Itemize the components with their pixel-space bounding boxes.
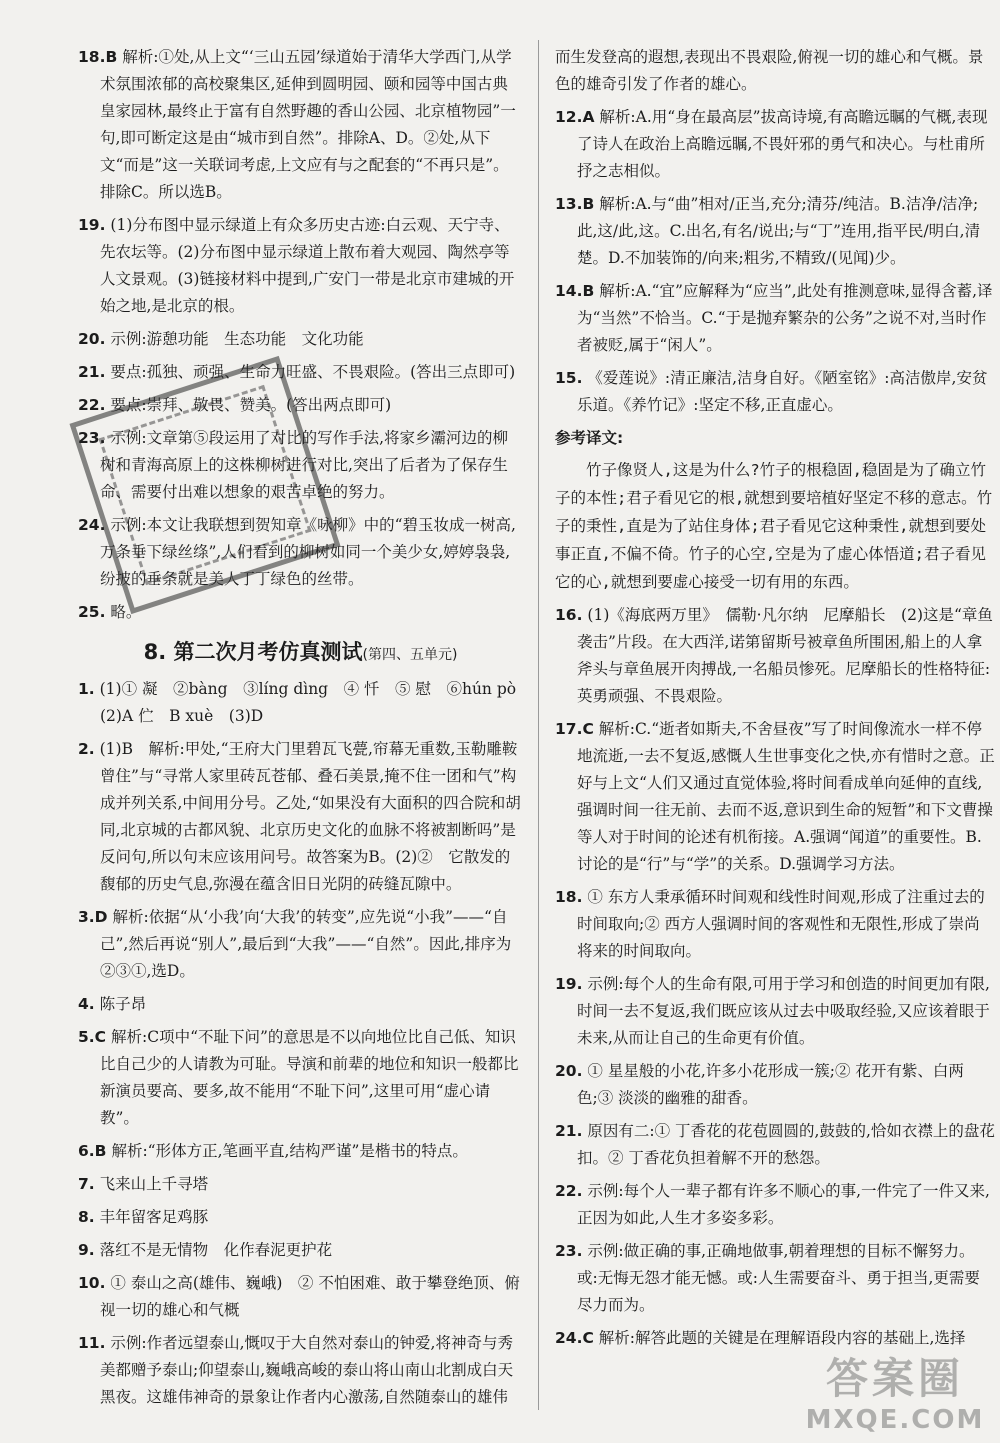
- answer-item: [78, 1171, 523, 1198]
- answer-text: 解析:依据“从‘小我’向‘大我’的转变”,应先说“小我”——“自己”,然后再说“别人”,最后到“大我”——“自然”。因此,排序为②③①,选D。: [100, 908, 512, 980]
- answer-number: 16.: [555, 606, 583, 624]
- answer-number: 20.: [78, 330, 106, 348]
- answer-number: 8.: [78, 1208, 95, 1226]
- answer-text: 解析:C项中“不耻下问”的意思是不以向地位比自己低、知识比自己少的人请教为可耻。导演和前辈的地位和知识一般都比新演员要高、要多,故不能用“不耻下问”,这里可用“虚心请教”。: [100, 1028, 519, 1127]
- answer-number: 5.C: [78, 1028, 107, 1046]
- answer-text: 落红不是无情物 化作春泥更护花: [99, 1241, 333, 1259]
- answer-number: 13.B: [555, 195, 595, 213]
- answer-item: [78, 1270, 523, 1324]
- answer-number: 19.: [555, 975, 583, 993]
- answer-item: [555, 884, 995, 965]
- answer-number: 25.: [78, 603, 106, 621]
- answer-number: 14.B: [555, 282, 595, 300]
- answer-text: 解析:C.“逝者如斯夫,不舍昼夜”写了时间像流水一样不停地流逝,一去不复返,感慨人生世事变化之快,亦有惜时之意。正好与上文“人们又通过直觉体验,将时间看成单向延伸的直线,强调时间一往无前、去而不返,意识到生命的短暂”和下文曹操等人对于时间的论述有机衔接。A.强调“闻道”的重要性。B.讨论的是“行”与“学”的关系。D.强调学习方法。: [577, 720, 995, 873]
- watermark-url: MXQE.COM: [805, 1405, 985, 1435]
- answer-text: (1)B 解析:甲处,“王府大门里碧瓦飞甍,帘幕无重数,玉勒雕鞍曾住”与“寻常人家里砖瓦苍郁、叠石美景,掩不住一团和气”构成并列关系,中间用分号。乙处,“如果没有大面积的四合院和胡同,北京城的古都风貌、北京历史文化的血脉不将被割断吗”是反问句,所以句末应该用问号。故答案为B。(2)② 它散发的馥郁的历史气息,弥漫在蕴含旧日光阴的砖缝瓦隙中。: [99, 740, 521, 893]
- answer-item: [78, 1330, 523, 1411]
- answer-item: [555, 104, 995, 185]
- answer-number: 4.: [78, 995, 95, 1013]
- continued-paragraph: [555, 44, 995, 98]
- answer-number: 9.: [78, 1241, 95, 1259]
- answer-item: [78, 44, 523, 206]
- answer-text: 要点:孤独、顽强、生命力旺盛、不畏艰险。(答出三点即可): [110, 363, 516, 381]
- answer-text: 示例:作者远望泰山,慨叹于大自然对泰山的钟爱,将神奇与秀美都赠予泰山;仰望泰山,巍峨高峻的泰山将山南山北割成白天黑夜。这雄伟神奇的景象让作者内心激荡,自然随泰山的雄伟: [100, 1334, 514, 1406]
- answer-number: 23.: [555, 1242, 583, 1260]
- answer-text: (1)分布图中显示绿道上有众多历史古迹:白云观、天宁寺、先农坛等。(2)分布图中显示绿道上散布着大观园、陶然亭等人文景观。(3)链接材料中提到,广安门一带是北京市建城的开始之地,是北京的根。: [100, 216, 515, 315]
- answer-text: 解析:解答此题的关键是在理解语段内容的基础上,选择: [598, 1329, 966, 1347]
- answer-text: 原因有二:① 丁香花的花苞圆圆的,鼓鼓的,恰如衣襟上的盘花扣。② 丁香花负担着解不开的愁怨。: [577, 1122, 995, 1167]
- answer-number: 12.A: [555, 108, 595, 126]
- answer-text: 略。: [110, 603, 142, 621]
- answer-number: 21.: [78, 363, 106, 381]
- reference-translation-label: 参考译文:: [555, 429, 624, 447]
- answer-text: ① 东方人秉承循环时间观和线性时间观,形成了注重过去的时间取向;② 西方人强调时间的客观性和无限性,形成了崇尚将来的时间取向。: [577, 888, 985, 960]
- answer-number: 3.D: [78, 908, 108, 926]
- answer-number: 21.: [555, 1122, 583, 1140]
- left-answer-list: [78, 44, 523, 626]
- answer-number: 22.: [78, 396, 106, 414]
- left-column: [78, 44, 532, 1417]
- answer-text: 丰年留客足鸡豚: [99, 1208, 209, 1226]
- answer-number: 17.C: [555, 720, 594, 738]
- answer-text: 示例:文章第⑤段运用了对比的写作手法,将家乡灞河边的柳树和青海高原上的这株柳树进行对比,突出了后者为了保存生命、需要付出难以想象的艰苦卓绝的努力。: [100, 429, 509, 501]
- answer-text: 陈子昂: [99, 995, 147, 1013]
- column-divider: [538, 40, 539, 1410]
- section-title-text: 8. 第二次月考仿真测试: [143, 640, 363, 664]
- answer-item: [78, 1204, 523, 1231]
- answer-item: [555, 602, 995, 710]
- answer-text: ① 泰山之高(雄伟、巍峨) ② 不怕困难、敢于攀登绝顶、俯视一切的雄心和气概: [100, 1274, 520, 1319]
- answer-item: [78, 212, 523, 320]
- answer-item: [78, 392, 523, 419]
- answer-item: [555, 278, 995, 359]
- answer-text: 示例:游憩功能 生态功能 文化功能: [110, 330, 364, 348]
- answer-item: [555, 1118, 995, 1172]
- answer-item: [555, 191, 995, 272]
- answer-number: 11.: [78, 1334, 106, 1352]
- right-column: [555, 44, 995, 1358]
- answer-item: [78, 425, 523, 506]
- answer-number: 24.C: [555, 1329, 594, 1347]
- answer-number: 10.: [78, 1274, 106, 1292]
- answer-number: 18.: [555, 888, 583, 906]
- answer-item: [555, 1325, 995, 1352]
- right-answer-list: [555, 104, 995, 419]
- answer-item: [78, 1237, 523, 1264]
- answer-text: 示例:每个人一辈子都有许多不顺心的事,一件完了一件又来,正因为如此,人生才多姿多彩。: [577, 1182, 990, 1227]
- answer-item: [78, 326, 523, 353]
- answer-item: [78, 1138, 523, 1165]
- answer-text: 解析:①处,从上文“‘三山五园’绿道始于清华大学西门,从学术氛围浓郁的高校聚集区,延伸到圆明园、颐和园等中国古典皇家园林,最终止于富有自然野趣的香山公园、北京植物园”一句,即可断定这是由“城市到自然”。排除A、D。②处,从下文“而是”这一关联词考虑,上文应有与之配套的“不再只是”。排除C。所以选B。: [100, 48, 516, 201]
- answer-number: 23.: [78, 429, 106, 447]
- answer-text: 示例:本文让我联想到贺知章《咏柳》中的“碧玉妆成一树高,万条垂下绿丝绦”,人们看到的柳树如同一个美少女,婷婷袅袅,纷披的垂条就是美人丁丁绿色的丝带。: [100, 516, 516, 588]
- answer-number: 6.B: [78, 1142, 107, 1160]
- answer-text: 示例:做正确的事,正确地做事,朝着理想的目标不懈努力。或:无悔无怨才能无憾。或:人生需要奋斗、勇于担当,更需要尽力而为。: [577, 1242, 980, 1314]
- answer-text: 解析:“形体方正,笔画平直,结构严谨”是楷书的特点。: [111, 1142, 468, 1160]
- answer-item: [555, 1058, 995, 1112]
- answer-number: 7.: [78, 1175, 95, 1193]
- answer-item: [78, 736, 523, 898]
- answer-number: 20.: [555, 1062, 583, 1080]
- answer-text: (1)① 凝 ②bàng ③líng dìng ④ 忏 ⑤ 慰 ⑥hún pò (2)A 伫 B xuè (3)D: [99, 680, 532, 725]
- section-answer-list: [78, 676, 532, 1411]
- answer-text: 要点:崇拜、敬畏、赞美。(答出两点即可): [110, 396, 392, 414]
- answer-item: [78, 904, 523, 985]
- continued-text: 而生发登高的遐想,表现出不畏艰险,俯视一切的雄心和气概。景色的雄奇引发了作者的雄心。: [555, 48, 984, 93]
- answer-number: 22.: [555, 1182, 583, 1200]
- right-answer-list-2: [555, 602, 995, 1352]
- answer-item: [78, 512, 523, 593]
- answer-number: 1.: [78, 680, 95, 698]
- answer-item: [555, 971, 995, 1052]
- answer-text: 《爱莲说》:清正廉洁,洁身自好。《陋室铭》:高洁傲岸,安贫乐道。《养竹记》:坚定不移,正直虚心。: [577, 369, 988, 414]
- answer-item: [78, 676, 532, 730]
- answer-item: [555, 1178, 995, 1232]
- answer-item: [78, 599, 523, 626]
- answer-text: 解析:A.“宜”应解释为“应当”,此处有推测意味,显得含蓄,译为“当然”不恰当。C.“于是抛弃繁杂的公务”之说不对,当时作者被贬,属于“闲人”。: [577, 282, 993, 354]
- answer-item: [555, 365, 995, 419]
- answer-text: ① 星星般的小花,许多小花形成一簇;② 花开有紫、白两色;③ 淡淡的幽雅的甜香。: [577, 1062, 964, 1107]
- reference-translation: 竹子像贤人,这是为什么?竹子的根稳固,稳固是为了确立竹子的本性;君子看见它的根,就想到要培植好坚定不移的意志。竹子的秉性,直是为了站住身体;君子看见它这种秉性,就想到要处事正直,不偏不倚。竹子的心空,空是为了虚心体悟道;君子看见它的心,就想到要虚心接受一切有用的东西。: [555, 461, 993, 591]
- answer-item: [78, 991, 523, 1018]
- site-watermark: [805, 1353, 985, 1438]
- answer-text: 飞来山上千寻塔: [99, 1175, 209, 1193]
- answer-number: 24.: [78, 516, 106, 534]
- answer-number: 19.: [78, 216, 106, 234]
- answer-number: 2.: [78, 740, 95, 758]
- answer-item: [555, 1238, 995, 1319]
- watermark-logo-text: 答案圈: [825, 1354, 964, 1403]
- answer-text: (1)《海底两万里》 儒勒·凡尔纳 尼摩船长 (2)这是“章鱼袭击”片段。在大西洋,诺第留斯号被章鱼所围困,船上的人拿斧头与章鱼展开肉搏战,一名船员惨死。尼摩船长的性格特征:英勇顽强、不畏艰险。: [577, 606, 993, 705]
- answer-item: [78, 1024, 523, 1132]
- answer-number: 15.: [555, 369, 583, 387]
- section-title: [78, 636, 523, 666]
- answer-text: 解析:A.与“曲”相对/正当,充分;清芬/纯洁。B.洁净/洁净;此,这/此,这。C.出名,有名/说出;与“丁”连用,指平民/明白,清楚。D.不加装饰的/向来;粗劣,不精致/(见闻)少。: [577, 195, 981, 267]
- answer-text: 解析:A.用“身在最高层”拔高诗境,有高瞻远瞩的气概,表现了诗人在政治上高瞻远瞩,不畏奸邪的勇气和决心。与杜甫所抒之志相似。: [577, 108, 988, 180]
- answer-item: [78, 359, 523, 386]
- answer-text: 示例:每个人的生命有限,可用于学习和创造的时间更加有限,时间一去不复返,我们既应该从过去中吸取经验,又应该着眼于未来,从而让自己的生命更有价值。: [577, 975, 990, 1047]
- answer-item: [555, 716, 995, 878]
- answer-number: 18.B: [78, 48, 118, 66]
- section-subtitle: (第四、五单元): [362, 647, 458, 663]
